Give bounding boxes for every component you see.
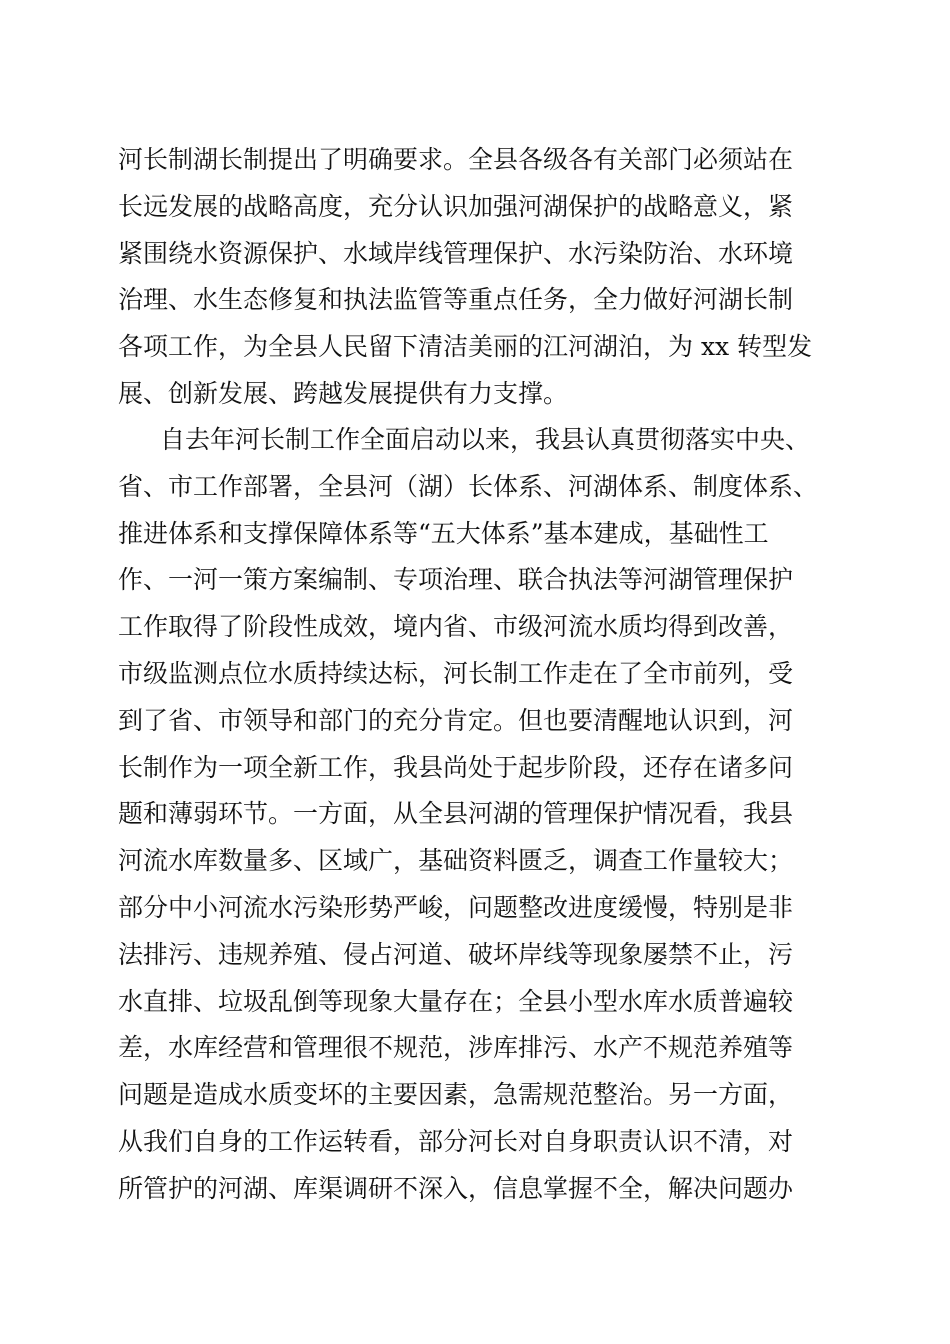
paragraph-line: 长远发展的战略高度，充分认识加强河湖保护的战略意义，紧 <box>118 191 794 221</box>
paragraph-line: 问题是造成水质变坏的主要因素，急需规范整治。另一方面， <box>118 1080 794 1110</box>
paragraph-line: 推进体系和支撑保障体系等“五大体系”基本建成，基础性工 <box>118 518 769 548</box>
paragraph-line: 省、市工作部署，全县河（湖）长体系、河湖体系、制度体系、 <box>118 471 819 501</box>
paragraph-line: 展、创新发展、跨越发展提供有力支撑。 <box>118 378 569 408</box>
paragraph-line: 市级监测点位水质持续达标，河长制工作走在了全市前列，受 <box>118 658 794 688</box>
paragraph-line: 河流水库数量多、区域广，基础资料匮乏，调查工作量较大； <box>118 846 794 876</box>
paragraph-line: 部分中小河流水污染形势严峻，问题整改进度缓慢，特别是非 <box>118 892 794 922</box>
paragraph-line: 差，水库经营和管理很不规范，涉库排污、水产不规范养殖等 <box>118 1033 794 1063</box>
paragraph-line: 治理、水生态修复和执法监管等重点任务，全力做好河湖长制 <box>118 285 794 315</box>
paragraph-line: 河长制湖长制提出了明确要求。全县各级各有关部门必须站在 <box>118 145 794 174</box>
paragraph-line: 工作取得了阶段性成效，境内省、市级河流水质均得到改善， <box>118 612 794 642</box>
paragraph-1 <box>118 137 838 418</box>
paragraph-line: 长制作为一项全新工作，我县尚处于起步阶段，还存在诸多问 <box>118 752 794 782</box>
paragraph-line: 作、一河一策方案编制、专项治理、联合执法等河湖管理保护 <box>118 565 794 595</box>
paragraph-line: 到了省、市领导和部门的充分肯定。但也要清醒地认识到，河 <box>118 705 794 735</box>
paragraph-line: 紧围绕水资源保护、水域岸线管理保护、水污染防治、水环境 <box>118 238 794 268</box>
paragraph-line: 所管护的河湖、库渠调研不深入，信息掌握不全，解决问题办 <box>118 1173 794 1203</box>
paragraph-line: 自去年河长制工作全面启动以来，我县认真贯彻落实中央、 <box>160 425 811 454</box>
paragraph-line: 从我们自身的工作运转看，部分河长对自身职责认识不清，对 <box>118 1126 794 1156</box>
paragraph-line: 各项工作，为全县人民留下清洁美丽的江河湖泊，为 xx 转型发 <box>118 332 813 362</box>
paragraph-line: 题和薄弱环节。一方面，从全县河湖的管理保护情况看，我县 <box>118 799 794 829</box>
paragraph-2 <box>118 417 838 1213</box>
paragraph-line: 法排污、违规养殖、侵占河道、破坏岸线等现象屡禁不止，污 <box>118 939 794 969</box>
paragraph-line: 水直排、垃圾乱倒等现象大量存在；全县小型水库水质普遍较 <box>118 986 794 1016</box>
